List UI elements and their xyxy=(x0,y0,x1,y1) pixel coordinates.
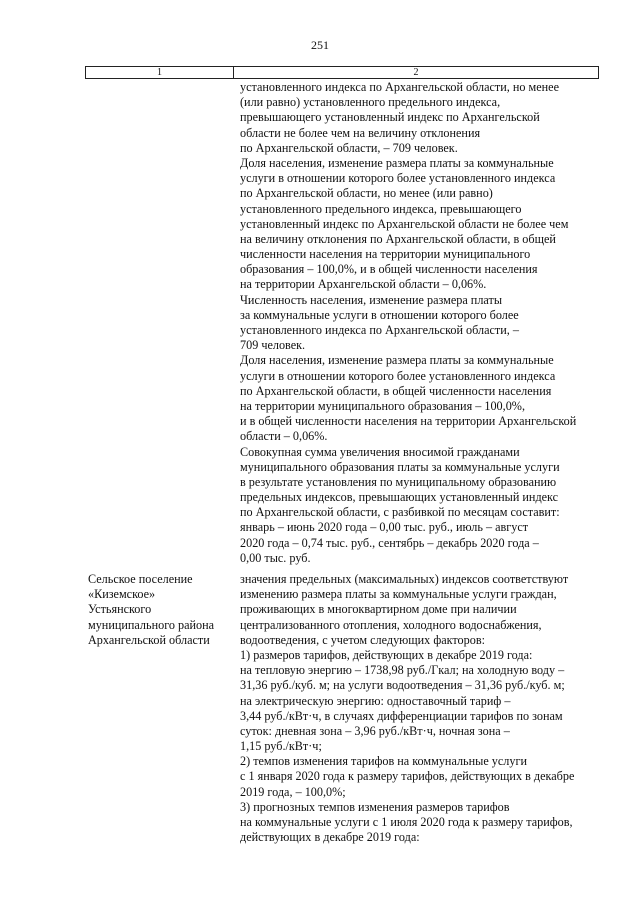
text-line: 2019 года, – 100,0%; xyxy=(240,784,346,799)
text-line: численности населения на территории муниципального xyxy=(240,247,531,262)
text-line: Численность населения, изменение размера платы xyxy=(240,292,503,307)
text-line: 709 человек. xyxy=(240,338,306,353)
text-line: по Архангельской области, в общей численности населения xyxy=(240,383,552,398)
text-line: 2020 года – 0,74 тыс. руб., сентябрь – декабрь 2020 года – xyxy=(240,535,539,550)
text-line: 3,44 руб./кВт·ч, в случаях дифференциации тарифов по зонам xyxy=(240,708,563,723)
text-line: и в общей численности населения на территории Архангельской xyxy=(240,414,577,429)
text-line: на электрическую энергию: одноставочный тариф – xyxy=(240,693,511,708)
text-line: 3) прогнозных темпов изменения размеров тарифов xyxy=(240,799,510,814)
page-number: 251 xyxy=(311,38,329,52)
text-line: установленный индекс по Архангельской области не более чем xyxy=(240,216,569,231)
text-line: январь – июнь 2020 года – 0,00 тыс. руб., июль – август xyxy=(240,520,529,535)
text-line: централизованного отопления, холодного водоснабжения, xyxy=(240,617,542,632)
text-line: установленного индекса по Архангельской области, – xyxy=(240,323,519,337)
text-line: образования – 100,0%, и в общей численности населения xyxy=(240,262,538,277)
text-line: проживающих в многоквартирном доме при наличии xyxy=(240,602,517,617)
text-line: Доля населения, изменение размера платы за коммунальные xyxy=(240,353,554,368)
section1-text xyxy=(240,80,602,566)
text-line: на территории муниципального образования – 100,0%, xyxy=(240,398,525,413)
text-line: области – 0,06%. xyxy=(240,429,328,444)
text-line: 1,15 руб./кВт·ч; xyxy=(240,739,322,754)
text-line: 2) темпов изменения тарифов на коммунальные услуги xyxy=(240,754,527,769)
text-line: (или равно) установленного предельного индекса, xyxy=(240,95,501,110)
text-line: в результате установления по муниципальному образованию xyxy=(240,474,557,489)
table-header xyxy=(85,66,599,79)
text-line: 0,00 тыс. руб. xyxy=(240,550,311,565)
text-line: Совокупная сумма увеличения вносимой гражданами xyxy=(240,444,520,459)
text-line: установленного индекса по Архангельской области, но менее xyxy=(240,80,559,94)
section2-text xyxy=(240,572,602,845)
text-line: области не более чем на величину отклонения xyxy=(240,125,481,140)
municipality-line: Сельское поселение xyxy=(88,572,193,586)
text-line: 1) размеров тарифов, действующих в декабре 2019 года: xyxy=(240,647,533,662)
column-number-2: 2 xyxy=(234,67,599,79)
text-line: значения предельных (максимальных) индексов соответствуют xyxy=(240,572,569,586)
text-line: Доля населения, изменение размера платы за коммунальные xyxy=(240,155,554,170)
text-line: на тепловую энергию – 1738,98 руб./Гкал; на холодную воду – xyxy=(240,663,565,678)
text-line: по Архангельской области, с разбивкой по месяцам составит: xyxy=(240,505,560,520)
text-line: суток: дневная зона – 3,96 руб./кВт·ч, ночная зона – xyxy=(240,723,510,738)
text-line: на величину отклонения по Архангельской области, в общей xyxy=(240,231,556,246)
text-line: изменению размера платы за коммунальные услуги граждан, xyxy=(240,587,557,602)
text-line: муниципального образования платы за коммунальные услуги xyxy=(240,459,560,474)
text-line: на территории Архангельской области – 0,06%. xyxy=(240,277,487,292)
municipality-line: Архангельской области xyxy=(88,632,210,647)
municipality-line: «Киземское» xyxy=(88,587,156,602)
municipality-line: муниципального района xyxy=(88,617,215,632)
text-line: за коммунальные услуги в отношении которого более xyxy=(240,307,519,322)
section2-municipality-name xyxy=(88,572,238,648)
municipality-line: Устьянского xyxy=(88,602,152,617)
text-line: услуги в отношении которого более установленного индекса xyxy=(240,171,556,186)
text-line: по Архангельской области, но менее (или равно) xyxy=(240,186,493,201)
text-line: с 1 января 2020 года к размеру тарифов, действующих в декабре xyxy=(240,769,575,784)
text-line: по Архангельской области, – 709 человек. xyxy=(240,140,458,155)
text-line: предельных индексов, превышающих установленный индекс xyxy=(240,490,559,505)
text-line: услуги в отношении которого более установленного индекса xyxy=(240,368,556,383)
text-line: водоотведения, с учетом следующих факторов: xyxy=(240,632,485,647)
text-line: превышающего установленный индекс по Архангельской xyxy=(240,110,540,125)
text-line: установленного предельного индекса, превышающего xyxy=(240,201,522,216)
text-line: на коммунальные услуги с 1 июля 2020 года к размеру тарифов, xyxy=(240,815,573,829)
column-number-1: 1 xyxy=(86,67,234,79)
text-line: действующих в декабре 2019 года: xyxy=(240,830,420,845)
text-line: 31,36 руб./куб. м; на услуги водоотведения – 31,36 руб./куб. м; xyxy=(240,678,565,693)
